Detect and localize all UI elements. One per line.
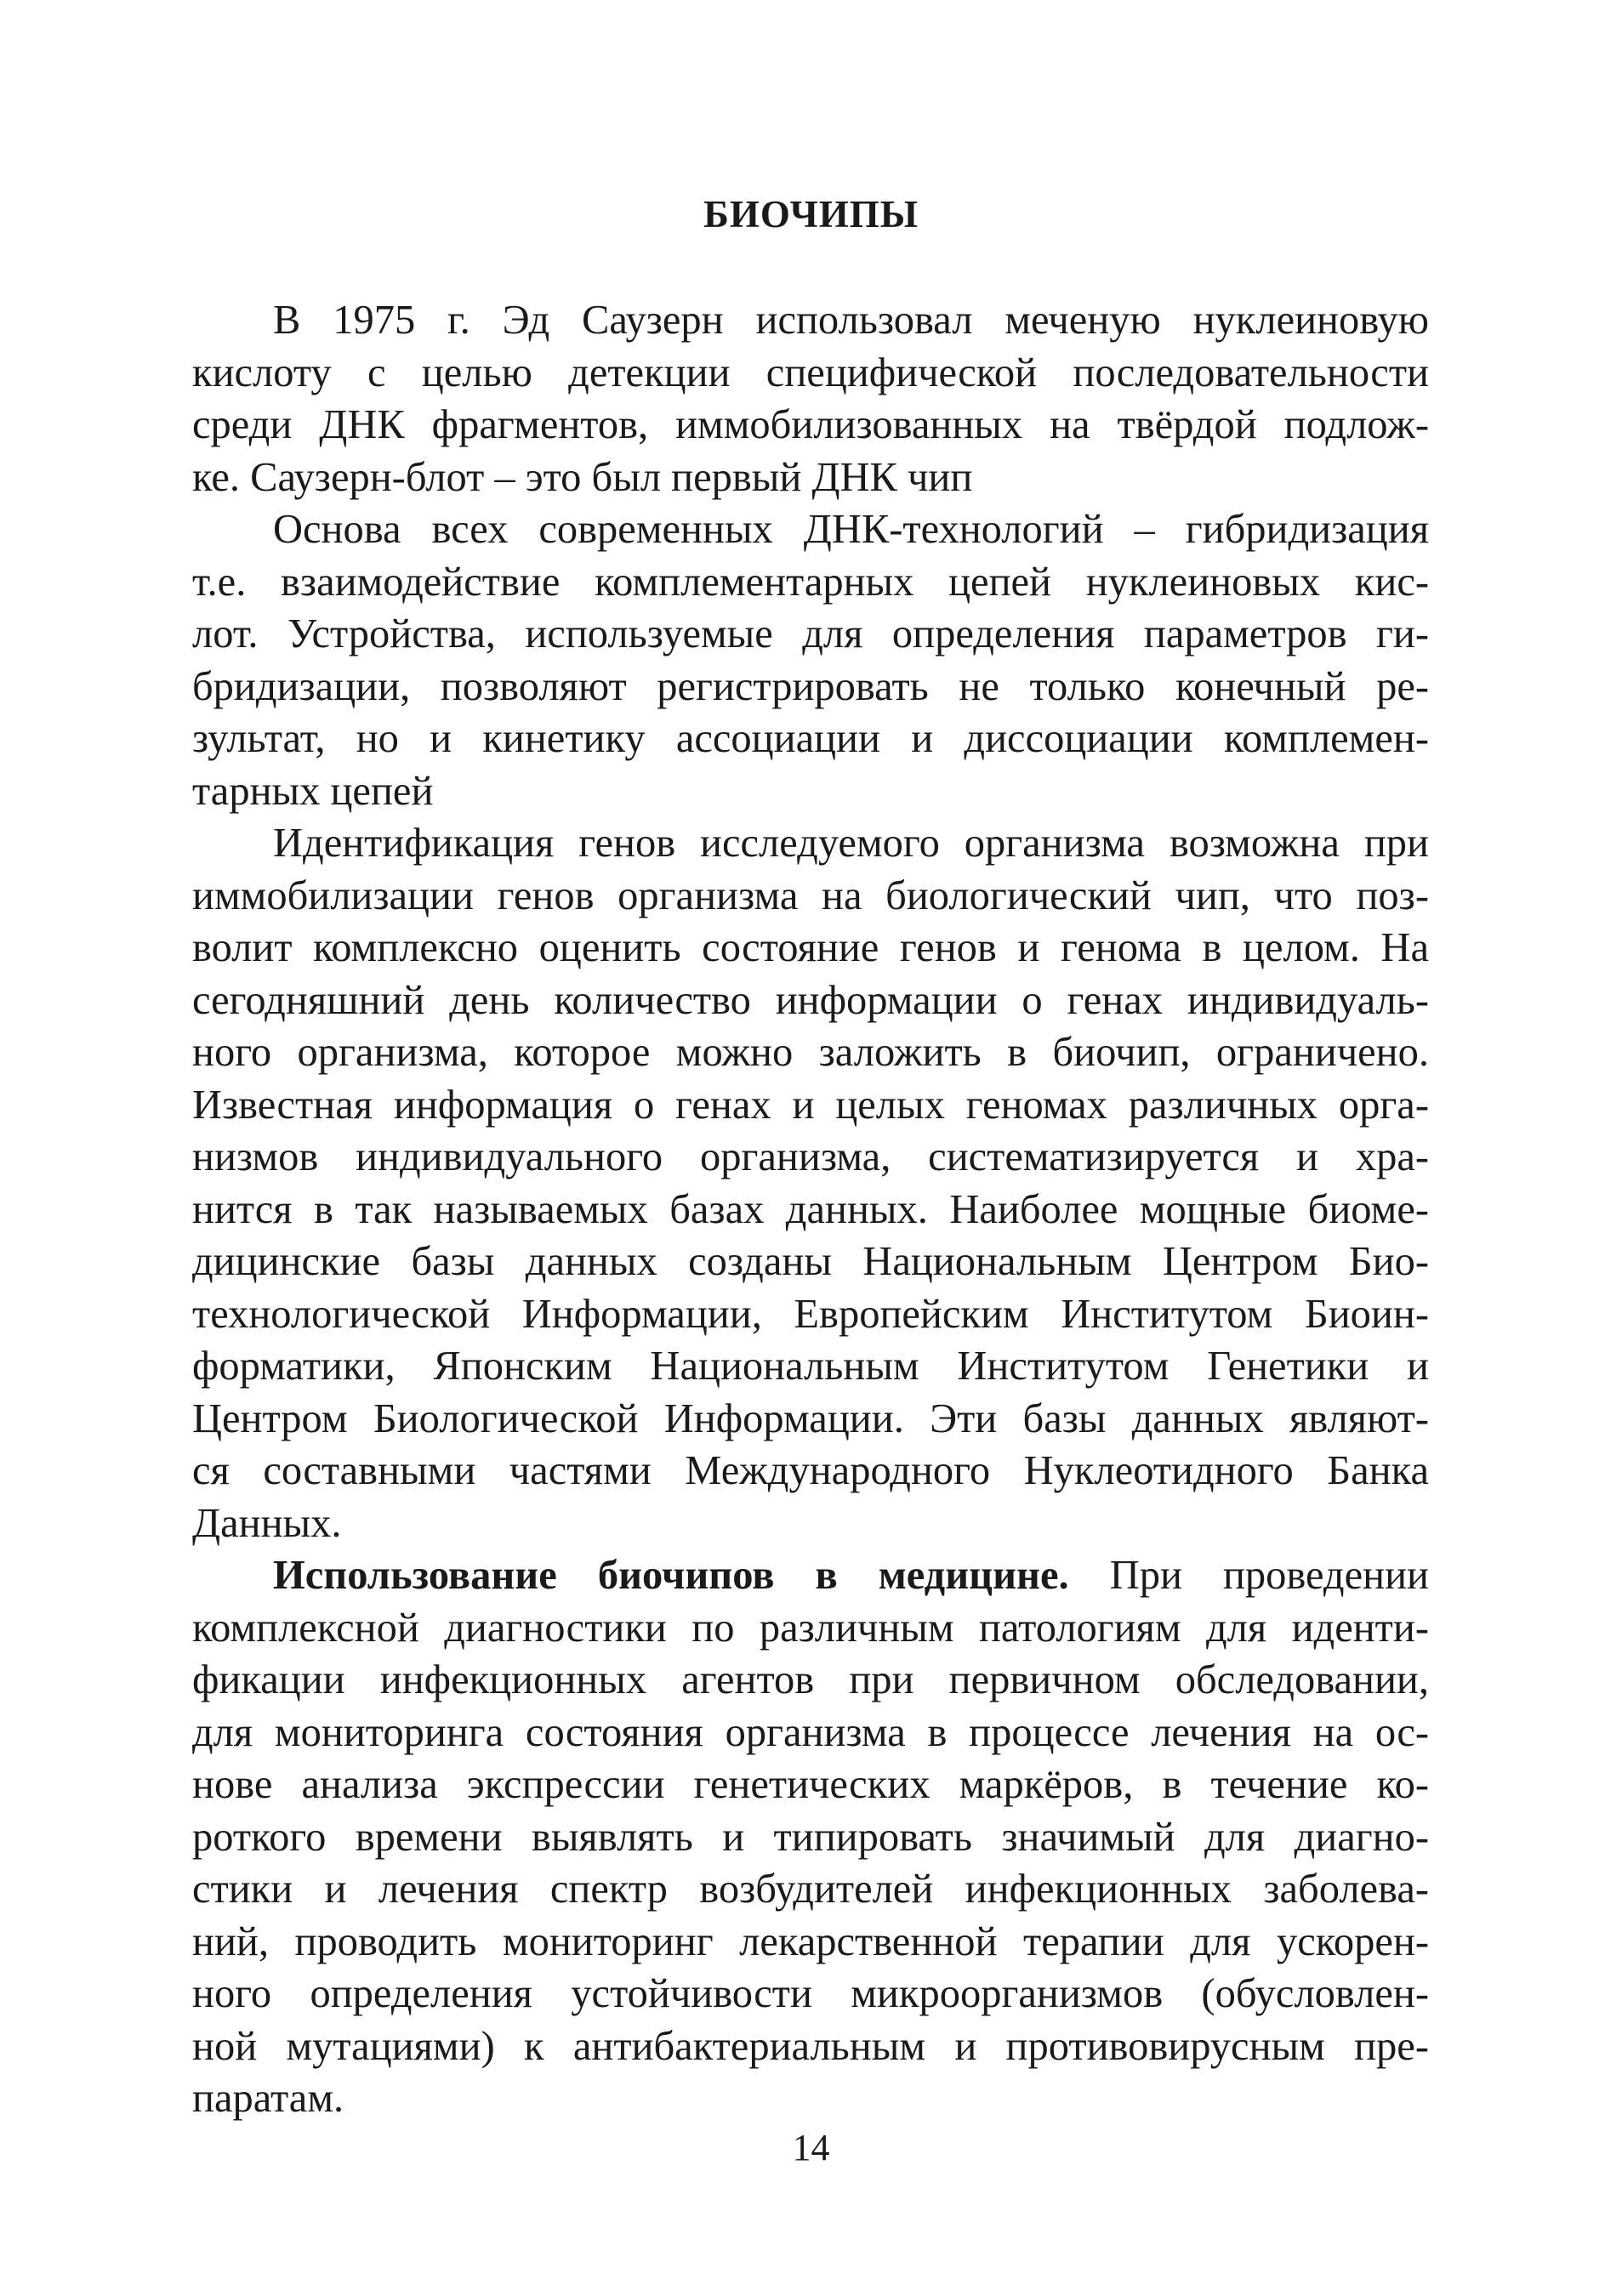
text-line: для мониторинга состояния организма в процессе лечения на ос- [192, 1709, 1429, 1755]
text-line: ного определения устойчивости микроорганизмов (обусловлен- [192, 1971, 1429, 2016]
text-line: ся составными частями Международного Нуклеотидного Банка [192, 1448, 1429, 1493]
page-title: БИОЧИПЫ [703, 193, 919, 236]
text-line [192, 1549, 1429, 1602]
text-line: Данных. [192, 1500, 342, 1546]
text-line: стики и лечения спектр возбудителей инфекционных заболева- [192, 1867, 1429, 1912]
heading-line-rest: При проведении [1068, 1553, 1430, 1598]
text-line: ного организма, которое можно заложить в биочип, ограничено. [192, 1030, 1429, 1075]
text-line: Известная информация о генах и целых геномах различных орга- [192, 1082, 1429, 1128]
text-line: зультат, но и кинетику ассоциации и диссоциации комплемен- [192, 716, 1429, 761]
page-number: 14 [792, 2127, 830, 2168]
text-line: форматики, Японским Национальным Институтом Генетики и [192, 1344, 1429, 1389]
text-line: дицинские базы данных созданы Национальным Центром Био- [192, 1239, 1429, 1284]
text-line: кислоту с целью детекции специфической последовательности [192, 350, 1429, 395]
text-line: нове анализа экспрессии генетических маркёров, в течение ко- [192, 1762, 1429, 1807]
text-line: роткого времени выявлять и типировать значимый для диагно- [192, 1814, 1429, 1860]
text-line: иммобилизации генов организма на биологический чип, что поз- [192, 872, 1429, 918]
text-line: т.е. взаимодействие комплементарных цепей нуклеиновых кис- [192, 559, 1429, 605]
text-line: паратам. [192, 2076, 344, 2121]
text-line: Центром Биологической Информации. Эти базы данных являют- [192, 1395, 1429, 1441]
text-line: лот. Устройства, используемые для определения параметров ги- [192, 611, 1429, 656]
document-body [192, 294, 1429, 2125]
text-line: бридизации, позволяют регистрировать не только конечный ре- [192, 663, 1429, 709]
text-line: комплексной диагностики по различным патологиям для иденти- [192, 1605, 1429, 1651]
text-line: нится в так называемых базах данных. Наиболее мощные биоме- [192, 1186, 1429, 1232]
text-line: Идентификация генов исследуемого организма возможна при [273, 821, 1429, 866]
section-heading: Использование биочипов в медицине. [273, 1553, 1069, 1598]
text-line: В 1975 г. Эд Саузерн использовал меченую нуклеиновую [273, 298, 1429, 343]
text-line: волит комплексно оценить состояние генов и генома в целом. На [192, 925, 1429, 970]
text-line: технологической Информации, Европейским Институтом Биоин- [192, 1291, 1429, 1337]
text-line: ной мутациями) к антибактериальным и противовирусным пре- [192, 2023, 1429, 2069]
text-line: тарных цепей [192, 768, 434, 814]
text-line: Основа всех современных ДНК-технологий – гибридизация [273, 507, 1429, 552]
text-line: ке. Саузерн-блот – это был первый ДНК чип [192, 454, 973, 500]
text-line: среди ДНК фрагментов, иммобилизованных на твёрдой подлож- [192, 402, 1429, 447]
text-line: фикации инфекционных агентов при первичном обследовании, [192, 1657, 1429, 1702]
text-line: ний, проводить мониторинг лекарственной терапии для ускорен- [192, 1918, 1429, 1964]
text-line: низмов индивидуального организма, систематизируется и хра- [192, 1134, 1429, 1179]
text-line: сегодняшний день количество информации о генах индивидуаль- [192, 977, 1429, 1023]
